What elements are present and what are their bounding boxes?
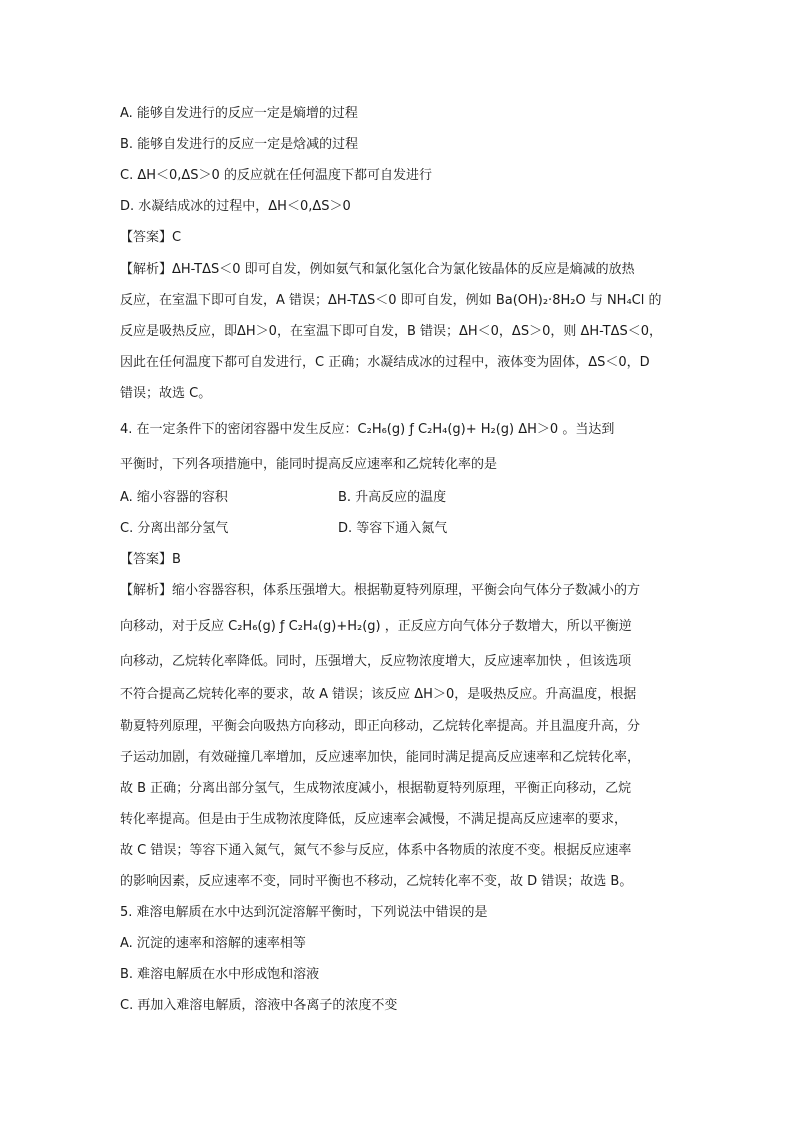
q4-analysis-line: 子运动加剧，有效碰撞几率增加，反应速率加快，能同时满足提高反应速率和乙烷转化率，	[120, 750, 641, 765]
q4-analysis-line: 【解析】缩小容器容积，体系压强增大。根据勒夏特列原理，平衡会向气体分子数减小的方	[120, 583, 641, 598]
q3-option-a: A. 能够自发进行的反应一定是熵增的过程	[120, 106, 358, 121]
q3-analysis-line: 【解析】ΔH-TΔS＜0 即可自发，例如氨气和氯化氢化合为氯化铵晶体的反应是熵减的放热	[120, 262, 635, 277]
q4-stem-line: 平衡时，下列各项措施中，能同时提高反应速率和乙烷转化率的是	[120, 457, 498, 472]
q4-analysis-line: 向移动，对于反应 C₂H₆(g) ƒ C₂H₄(g)+H₂(g) ，正反应方向气体分子数增大，所以平衡逆	[120, 619, 632, 634]
q3-analysis-line: 反应是吸热反应，即ΔH＞0，在室温下即可自发，B 错误；ΔH＜0，ΔS＞0，则 ΔH-TΔS＜0，	[120, 324, 663, 339]
q4-analysis-line: 的影响因素，反应速率不变，同时平衡也不移动，乙烷转化率不变，故 D 错误；故选 B。	[120, 874, 633, 889]
q4-option-c: C. 分离出部分氢气	[120, 521, 229, 536]
q3-option-d: D. 水凝结成冰的过程中，ΔH＜0,ΔS＞0	[120, 199, 351, 214]
q3-answer: 【答案】C	[120, 230, 182, 245]
q3-option-b: B. 能够自发进行的反应一定是焓减的过程	[120, 137, 359, 152]
q4-analysis-line: 向移动，乙烷转化率降低。同时，压强增大，反应物浓度增大，反应速率加快 ，但该选项	[120, 654, 632, 669]
q3-option-c: C. ΔH＜0,ΔS＞0 的反应就在任何温度下都可自发进行	[120, 168, 432, 183]
q5-option-c: C. 再加入难溶电解质，溶液中各离子的浓度不变	[120, 998, 398, 1013]
q3-analysis-line: 因此在任何温度下都可自发进行，C 正确；水凝结成冰的过程中，液体变为固体，ΔS＜0，D	[120, 355, 650, 370]
q3-analysis-line: 错误；故选 C。	[120, 386, 212, 401]
q5-option-a: A. 沉淀的速率和溶解的速率相等	[120, 936, 306, 951]
q4-analysis-line: 转化率提高。但是由于生成物浓度降低，反应速率会减慢，不满足提高反应速率的要求，	[120, 812, 628, 827]
q3-analysis-line: 反应，在室温下即可自发，A 错误；ΔH-TΔS＜0 即可自发，例如 Ba(OH)₂·8H₂O 与 NH₄Cl 的	[120, 293, 662, 308]
q4-analysis-line: 不符合提高乙烷转化率的要求，故 A 错误；该反应 ΔH＞0，是吸热反应。升高温度，根据	[120, 687, 637, 702]
q5-option-b: B. 难溶电解质在水中形成饱和溶液	[120, 967, 320, 982]
q4-option-d: D. 等容下通入氮气	[338, 521, 448, 536]
q4-analysis-line: 故 B 正确；分离出部分氢气，生成物浓度减小，根据勒夏特列原理，平衡正向移动，乙烷	[120, 781, 632, 796]
q4-analysis-line: 故 C 错误；等容下通入氮气，氮气不参与反应，体系中各物质的浓度不变。根据反应速率	[120, 843, 632, 858]
q4-stem-line: 4. 在一定条件下的密闭容器中发生反应：C₂H₆(g) ƒ C₂H₄(g)+ H₂(g) ΔH＞0 。当达到	[120, 422, 615, 437]
q4-answer: 【答案】B	[120, 552, 181, 567]
q4-option-b: B. 升高反应的温度	[338, 490, 447, 505]
q5-stem: 5. 难溶电解质在水中达到沉淀溶解平衡时，下列说法中错误的是	[120, 905, 488, 920]
q4-analysis-line: 勒夏特列原理，平衡会向吸热方向移动，即正向移动，乙烷转化率提高。并且温度升高，分	[120, 719, 641, 734]
q4-option-a: A. 缩小容器的容积	[120, 490, 228, 505]
